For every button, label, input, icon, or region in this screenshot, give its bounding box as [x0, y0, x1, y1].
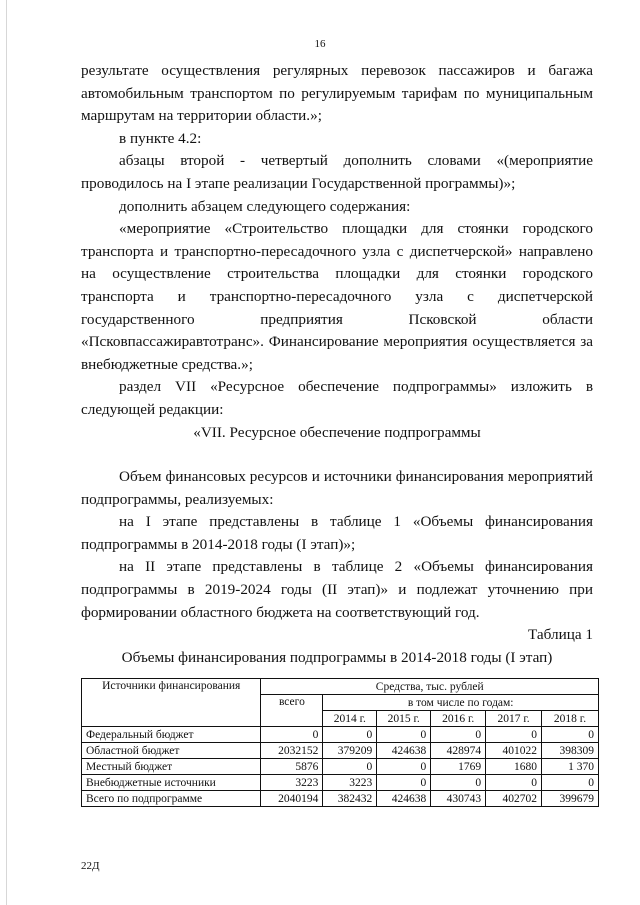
section-heading: «VII. Ресурсное обеспечение подпрограммы	[193, 423, 481, 441]
table-row	[82, 759, 599, 775]
cell-2017: 1680	[486, 759, 542, 775]
cell-2015: 0	[377, 759, 431, 775]
paragraph-amendment-1: абзацы второй - четвертый дополнить словами «(мероприятие проводилось на I этапе реализации Государственной программы)»;	[81, 152, 593, 192]
row-source: Федеральный бюджет	[82, 727, 261, 743]
header-year: 2016 г.	[431, 711, 486, 727]
row-source: Местный бюджет	[82, 759, 261, 775]
paragraph-stage-1: на I этапе представлены в таблице 1 «Объемы финансирования подпрограммы в 2014-2018 годы (I этап)»;	[81, 513, 593, 553]
paragraph-section-vii: раздел VII «Ресурсное обеспечение подпрограммы» изложить в следующей редакции:	[81, 378, 593, 418]
header-source: Источники финансирования	[82, 679, 261, 727]
cell-2018: 399679	[542, 791, 599, 807]
cell-2016: 0	[431, 775, 486, 791]
cell-2015: 424638	[377, 743, 431, 759]
header-total: всего	[261, 695, 323, 727]
table-row	[82, 775, 599, 791]
header-year: 2015 г.	[377, 711, 431, 727]
body-text	[81, 60, 593, 669]
cell-2014: 379209	[323, 743, 377, 759]
blank-line	[81, 444, 593, 466]
cell-total: 5876	[261, 759, 323, 775]
cell-total: 2032152	[261, 743, 323, 759]
cell-total: 3223	[261, 775, 323, 791]
cell-2015: 0	[377, 727, 431, 743]
page-number: 16	[314, 38, 326, 50]
paragraph-amendment-2: дополнить абзацем следующего содержания:	[119, 197, 411, 215]
table-row	[82, 727, 599, 743]
table-label: Таблица 1	[528, 626, 593, 644]
paragraph-financing-volume: Объем финансовых ресурсов и источники финансирования мероприятий подпрограммы, реализуемых:	[81, 468, 593, 508]
cell-total: 2040194	[261, 791, 323, 807]
table-row-total	[82, 791, 599, 807]
paragraph-measure-description: «мероприятие «Строительство площадки для стоянки городского транспорта и транспортно-пересадочного узла с диспетчерской» направлено на осуществление строительства площадки для стоянки городского транспорта и транспортно-пересадочного узла с диспетчерской государственного предприятия Псковской области «Псковпассажиравтотранс». Финансирование мероприятия осуществляется за внебюджетные средства.»;	[81, 220, 593, 373]
paragraph-stage-2: на II этапе представлены в таблице 2 «Объемы финансирования подпрограммы в 2019-2024 годы (II этап)» и подлежат уточнению при формировании областного бюджета на соответствующий год.	[81, 558, 593, 621]
scan-edge-line	[6, 0, 7, 905]
cell-total: 0	[261, 727, 323, 743]
table-row	[82, 743, 599, 759]
cell-2016: 430743	[431, 791, 486, 807]
cell-2017: 402702	[486, 791, 542, 807]
cell-2016: 428974	[431, 743, 486, 759]
cell-2015: 0	[377, 775, 431, 791]
header-year: 2018 г.	[542, 711, 599, 727]
cell-2016: 1769	[431, 759, 486, 775]
cell-2018: 1 370	[542, 759, 599, 775]
financing-table	[81, 678, 599, 807]
header-by-years: в том числе по годам:	[323, 695, 599, 711]
header-funds: Средства, тыс. рублей	[261, 679, 599, 695]
footer-code: 22Д	[81, 860, 100, 872]
cell-2014: 3223	[323, 775, 377, 791]
cell-2014: 0	[323, 727, 377, 743]
row-source: Внебюджетные источники	[82, 775, 261, 791]
cell-2014: 0	[323, 759, 377, 775]
table-title: Объемы финансирования подпрограммы в 2014-2018 годы (I этап)	[121, 648, 553, 666]
cell-2018: 0	[542, 727, 599, 743]
cell-2018: 398309	[542, 743, 599, 759]
cell-2018: 0	[542, 775, 599, 791]
cell-2017: 0	[486, 775, 542, 791]
cell-2017: 401022	[486, 743, 542, 759]
header-year: 2014 г.	[323, 711, 377, 727]
cell-2016: 0	[431, 727, 486, 743]
header-year: 2017 г.	[486, 711, 542, 727]
paragraph-item-4-2: в пункте 4.2:	[119, 129, 202, 147]
row-source: Всего по подпрограмме	[82, 791, 261, 807]
cell-2014: 382432	[323, 791, 377, 807]
paragraph-continuation: результате осуществления регулярных перевозок пассажиров и багажа автомобильным транспортом по регулируемым тарифам по муниципальным маршрутам на территории области.»;	[81, 62, 593, 125]
cell-2015: 424638	[377, 791, 431, 807]
cell-2017: 0	[486, 727, 542, 743]
row-source: Областной бюджет	[82, 743, 261, 759]
